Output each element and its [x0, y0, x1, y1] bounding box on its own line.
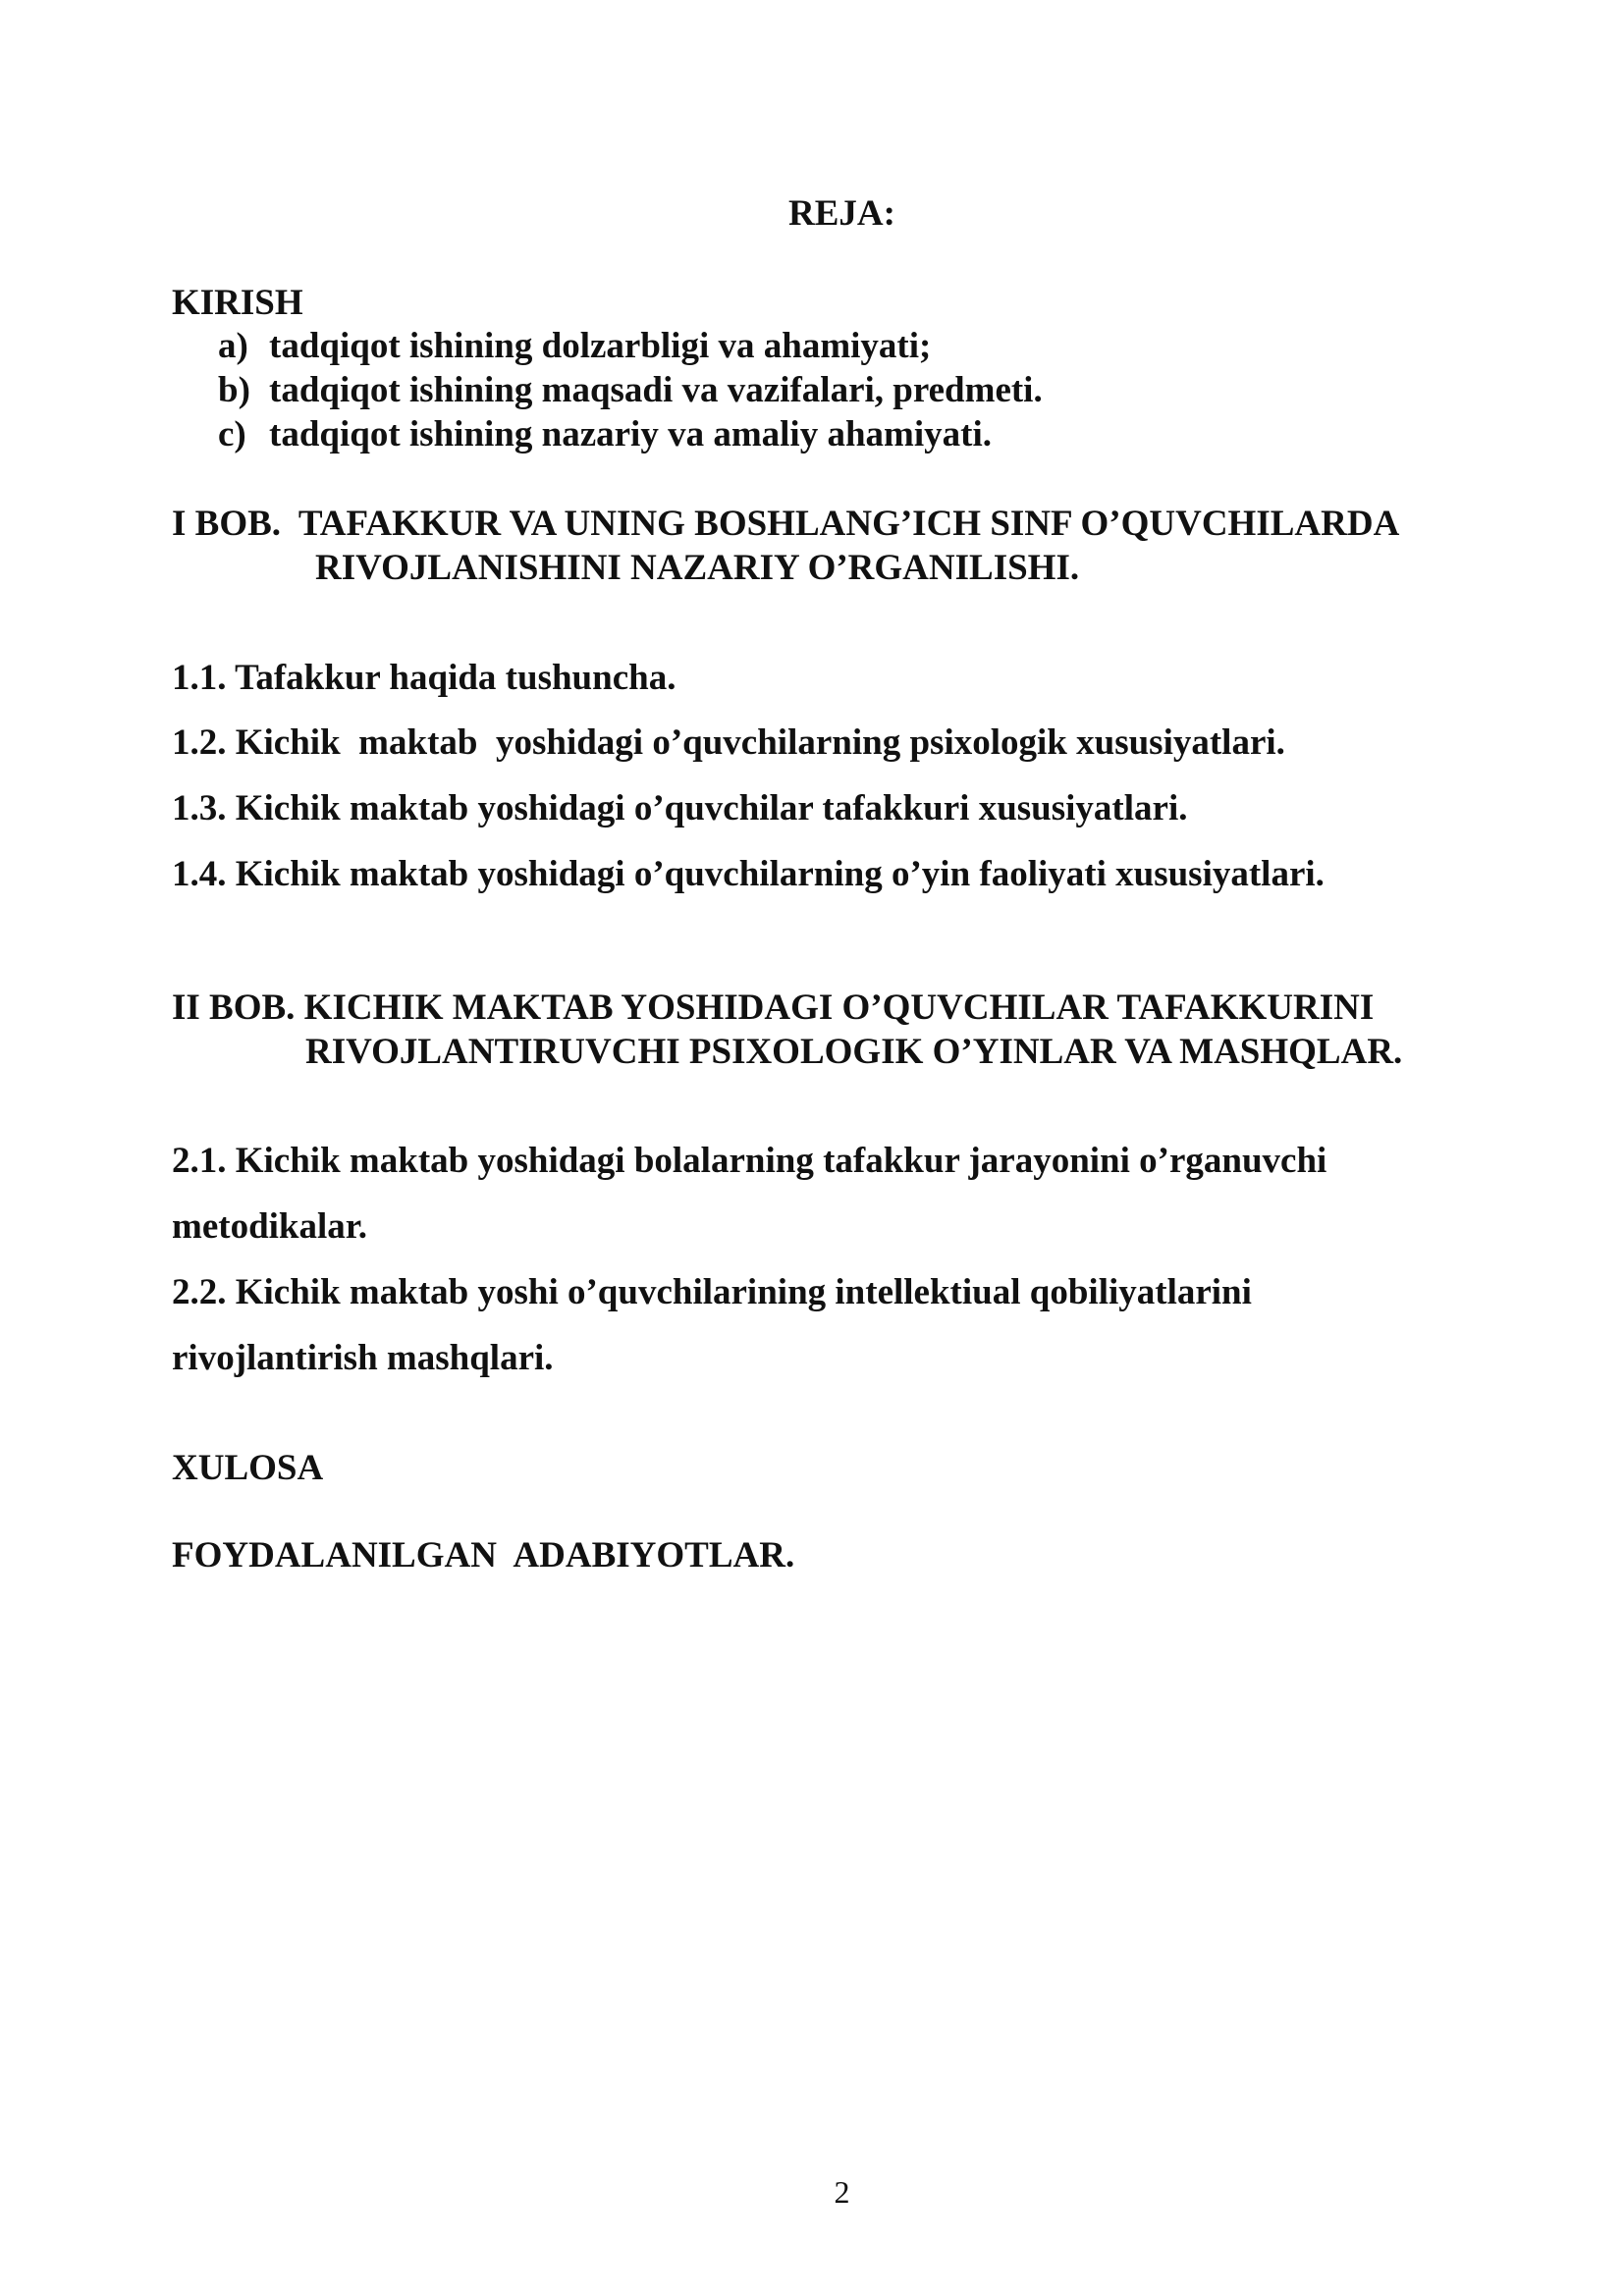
- intro-item: [218, 413, 992, 456]
- intro-item: [218, 325, 931, 368]
- conclusion-heading: XULOSA: [172, 1448, 324, 1488]
- section-item: 2.1. Kichik maktab yoshidagi bolalarning tafakkur jarayonini o’rganuvchi: [172, 1141, 1327, 1181]
- list-item-text: tadqiqot ishining nazariy va amaliy ahamiyati.: [269, 414, 992, 454]
- section-item: 2.2. Kichik maktab yoshi o’quvchilarining intellektiual qobiliyatlarini: [172, 1272, 1252, 1312]
- section-item: 1.2. Kichik maktab yoshidagi o’quvchilarning psixologik xususiyatlari.: [172, 722, 1285, 763]
- chapter2-heading-continued: RIVOJLANTIRUVCHI PSIXOLOGIK O’YINLAR VA MASHQLAR.: [305, 1032, 1403, 1072]
- section-item-continued: rivojlantirish mashqlari.: [172, 1338, 554, 1378]
- plan-title: REJA:: [788, 193, 895, 234]
- intro-heading: KIRISH: [172, 283, 303, 323]
- list-marker: c): [218, 414, 246, 454]
- chapter2-heading: II BOB. KICHIK MAKTAB YOSHIDAGI O’QUVCHILAR TAFAKKURINI: [172, 988, 1375, 1028]
- section-item-continued: metodikalar.: [172, 1206, 368, 1247]
- section-item: 1.3. Kichik maktab yoshidagi o’quvchilar tafakkuri xususiyatlari.: [172, 788, 1188, 828]
- list-item-text: tadqiqot ishining dolzarbligi va ahamiyati;: [269, 326, 932, 366]
- section-item: 1.4. Kichik maktab yoshidagi o’quvchilarning o’yin faoliyati xususiyatlari.: [172, 854, 1325, 894]
- list-marker: b): [218, 370, 250, 410]
- references-heading: FOYDALANILGAN ADABIYOTLAR.: [172, 1535, 795, 1575]
- page-number: 2: [834, 2174, 850, 2210]
- list-marker: a): [218, 326, 248, 366]
- chapter1-heading: I BOB. TAFAKKUR VA UNING BOSHLANG’ICH SINF O’QUVCHILARDA: [172, 504, 1400, 544]
- intro-item: [218, 369, 1043, 412]
- list-item-text: tadqiqot ishining maqsadi va vazifalari, predmeti.: [269, 370, 1043, 410]
- chapter1-heading-continued: RIVOJLANISHINI NAZARIY O’RGANILISHI.: [315, 548, 1080, 588]
- section-item: 1.1. Tafakkur haqida tushuncha.: [172, 658, 676, 698]
